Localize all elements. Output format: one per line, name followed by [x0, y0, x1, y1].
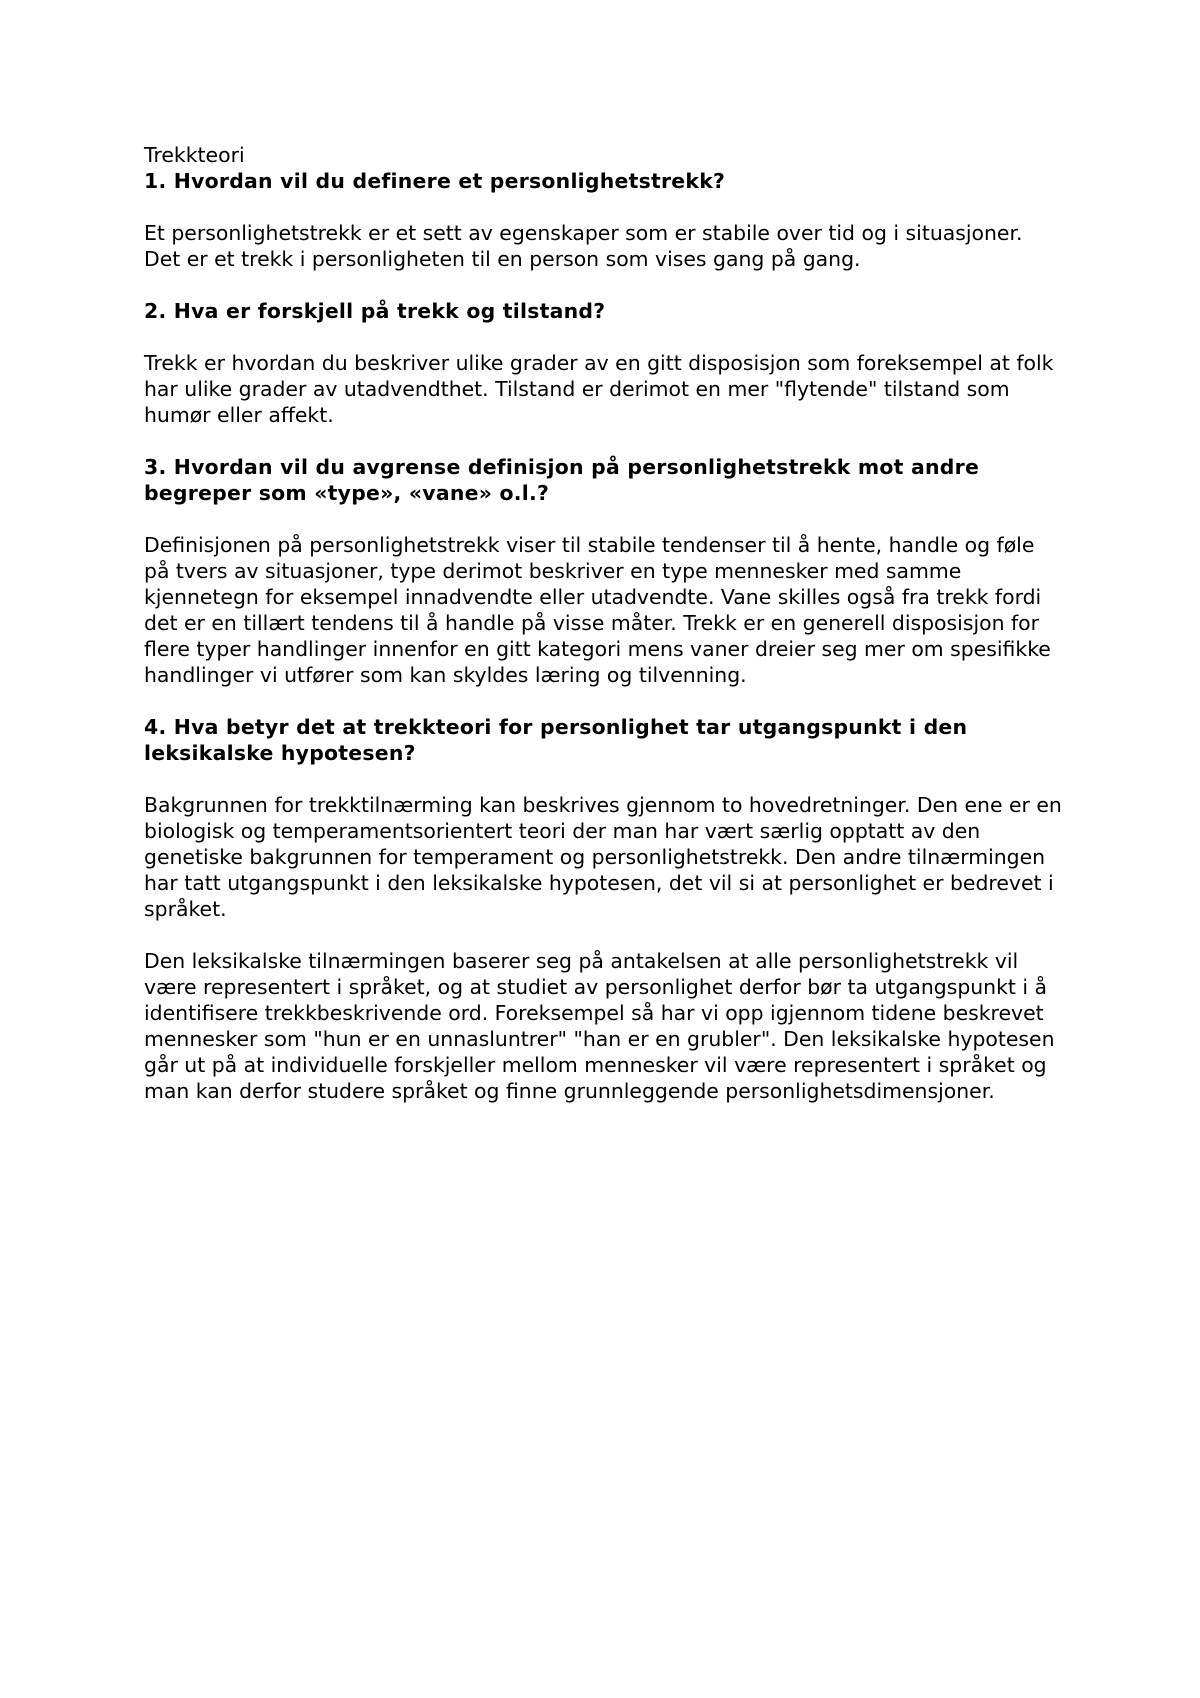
question-3: 3. Hvordan vil du avgrense definisjon på personlighetstrekk mot andre begreper som «type», «vane» o.l.? [144, 455, 980, 505]
paragraph-gap [144, 428, 1064, 454]
paragraph-gap [144, 272, 1064, 298]
answer-1-paragraph-1: Et personlighetstrekk er et sett av egenskaper som er stabile over tid og i situasjoner. Det er et trekk i personligheten til en person som vises gang på gang. [144, 221, 1023, 271]
question-2: 2. Hva er forskjell på trekk og tilstand? [144, 299, 606, 323]
answer-2-paragraph-1: Trekk er hvordan du beskriver ulike grader av en gitt disposisjon som foreksempel at folk har ulike grader av utadvendthet. Tilstand er derimot en mer "flytende" tilstand som humør eller affekt. [144, 351, 1054, 427]
question-4: 4. Hva betyr det at trekkteori for personlighet tar utgangspunkt i den leksikalske hypotesen? [144, 715, 968, 765]
paragraph-gap [144, 766, 1064, 792]
document-title: Trekkteori [144, 143, 245, 167]
answer-4-paragraph-2: Den leksikalske tilnærmingen baserer seg på antakelsen at alle personlighetstrekk vil være representert i språket, og at studiet av personlighet derfor bør ta utgangspunkt i å identifisere trekkbeskrivende ord. Foreksempel så har vi opp igjennom tidene beskrevet mennesker som "hun er en unnasluntrer" "han er en grubler". Den leksikalske hypotesen går ut på at individuelle forskjeller mellom mennesker vil være representert i språket og man kan derfor studere språket og finne grunnleggende personlighetsdimensjoner. [144, 949, 1055, 1103]
document-page [144, 142, 1064, 1104]
question-1: 1. Hvordan vil du definere et personlighetstrekk? [144, 169, 726, 193]
paragraph-gap [144, 324, 1064, 350]
answer-4-paragraph-1: Bakgrunnen for trekktilnærming kan beskrives gjennom to hovedretninger. Den ene er en biologisk og temperamentsorientert teori der man har vært særlig opptatt av den genetiske bakgrunnen for temperament og personlighetstrekk. Den andre tilnærmingen har tatt utgangspunkt i den leksikalske hypotesen, det vil si at personlighet er bedrevet i språket. [144, 793, 1062, 921]
paragraph-gap [144, 506, 1064, 532]
paragraph-gap [144, 194, 1064, 220]
paragraph-gap [144, 688, 1064, 714]
paragraph-gap [144, 922, 1064, 948]
answer-3-paragraph-1: Definisjonen på personlighetstrekk viser til stabile tendenser til å hente, handle og føle på tvers av situasjoner, type derimot beskriver en type mennesker med samme kjennetegn for eksempel innadvendte eller utadvendte. Vane skilles også fra trekk fordi det er en tillært tendens til å handle på visse måter. Trekk er en generell disposisjon for flere typer handlinger innenfor en gitt kategori mens vaner dreier seg mer om spesifikke handlinger vi utfører som kan skyldes læring og tilvenning. [144, 533, 1051, 687]
